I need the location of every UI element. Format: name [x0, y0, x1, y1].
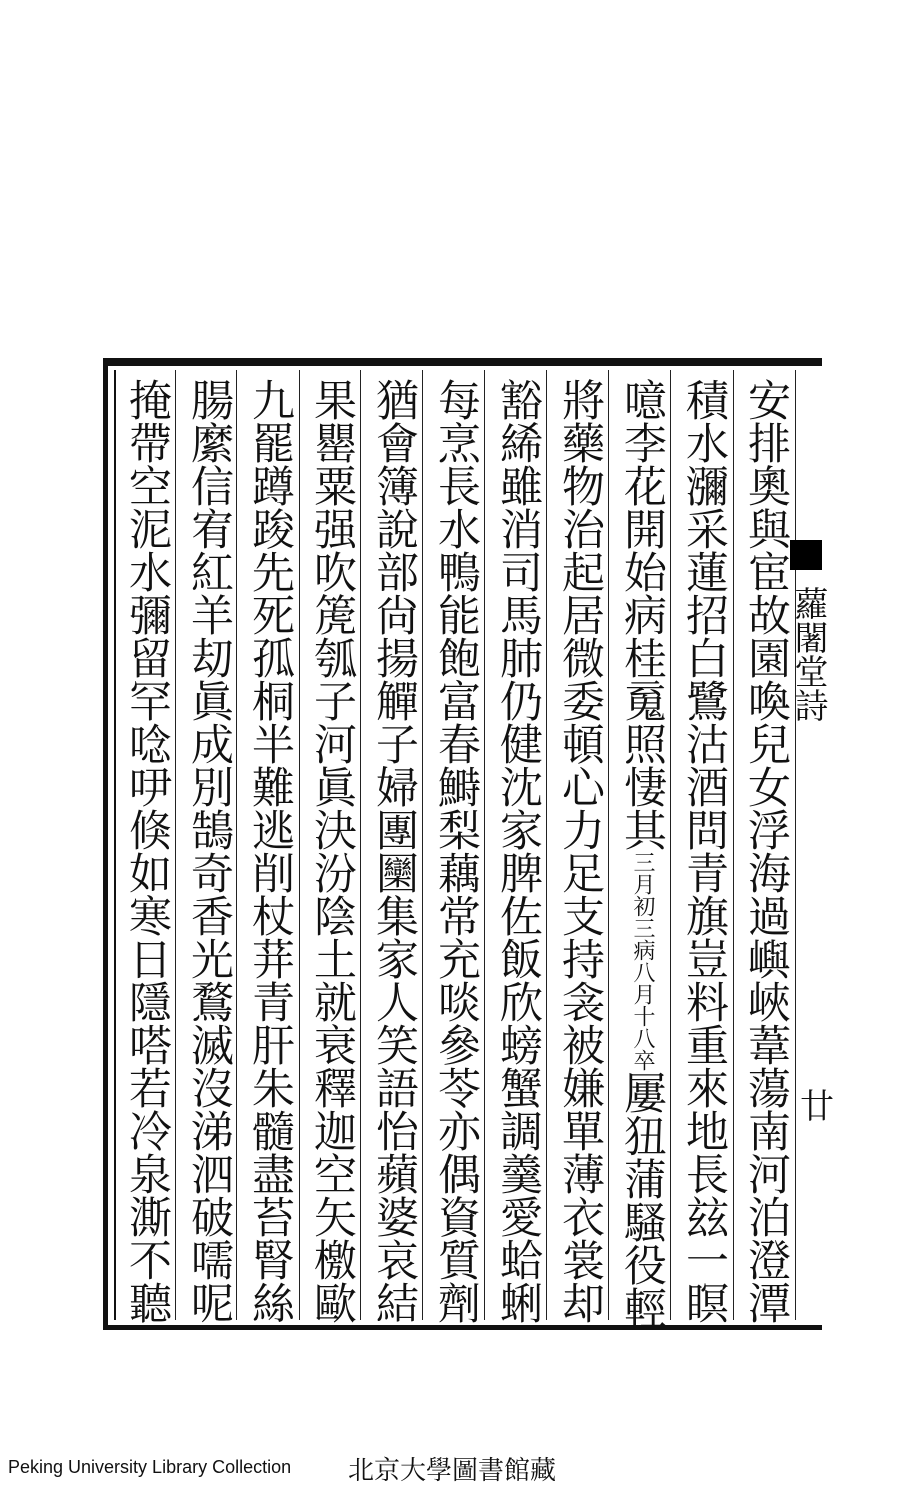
text-column-8: 果罌粟强吹箎瓠子河眞決汾陰土就衰釋迦空矢檄歐 — [307, 378, 357, 1324]
text-column-5: 豁絺雖消司馬肺仍健沈家脾佐飯欣螃蟹調羹愛蛤蜊 — [493, 378, 543, 1324]
collection-credit-chinese: 北京大學圖書館藏 — [348, 1456, 557, 1486]
column-3-text-after-note: 屢狃蒲騷役輕 — [617, 1071, 667, 1329]
text-column-7: 猶會簿說部尙揚觶子婦團圞集家人笑語怡蘋婆哀結 — [369, 378, 419, 1324]
collection-credit-english: Peking University Library Collection — [8, 1457, 292, 1477]
text-column-1: 安排奧與宦故園喚兒女浮海過嶼峽葦蕩南河泊澄潭 — [741, 378, 791, 1324]
text-column-11: 掩帶空泥水彌留罕唸吚倏如寒日隱嗒若冷泉澌不聽 — [122, 378, 172, 1324]
text-column-10: 腸縻信宥紅羊刧眞成別鵠奇香光鶩滅沒涕泗破嚅呢 — [184, 378, 234, 1324]
spine-title: 蘿闍堂詩 — [788, 586, 828, 722]
text-column-4: 將藥物治起居微委頓心力足支持衾被嫌單薄衣裳却 — [555, 378, 605, 1324]
spine-page-number: 廿 — [800, 1087, 834, 1127]
text-column-6: 每烹長水鴨能飽富春鰣梨藕常充啖參苓亦偶資質劑 — [431, 378, 481, 1324]
text-column-9: 九罷蹲踆先死孤桐半難逃削杖荓青肝朱髓盡苔腎絲 — [245, 378, 295, 1324]
interlinear-note-right: 三月初三病 — [630, 851, 655, 961]
column-3-text-before-note: 噫李花開始病桂䰟照悽其 — [617, 378, 667, 851]
spine-strip — [788, 370, 834, 1320]
text-column-2: 積水瀰采蓮招白鷺沽酒問青旗豈料重來地長玆一瞑 — [679, 378, 729, 1324]
column-divider — [299, 370, 300, 1320]
text-column-3 — [613, 378, 671, 1329]
inner-rule — [114, 370, 116, 1320]
column-divider — [733, 370, 734, 1320]
interlinear-note-left: 八月十八卒 — [630, 961, 655, 1071]
